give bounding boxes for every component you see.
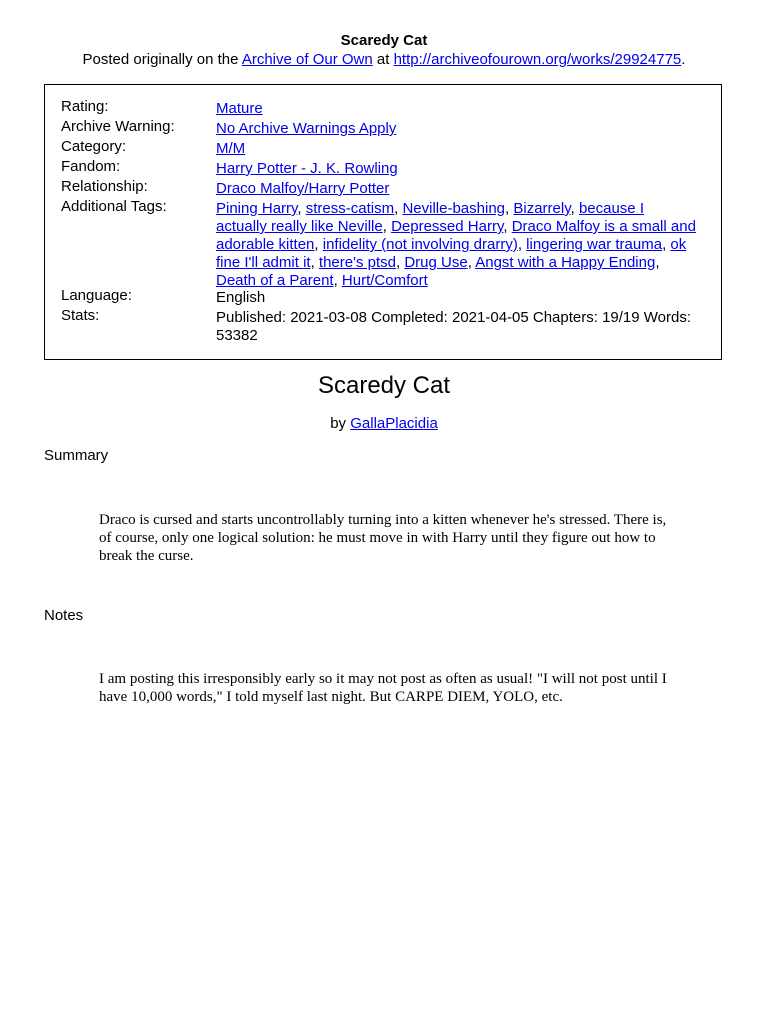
tag-link[interactable]: Pining Harry	[216, 200, 298, 217]
rating-link[interactable]: Mature	[216, 100, 263, 117]
additional-tags-label: Additional Tags:	[61, 198, 167, 215]
work-title: Scaredy Cat	[317, 372, 451, 399]
work-metadata-box	[44, 84, 722, 360]
stats-label: Stats:	[61, 307, 100, 324]
tag-link[interactable]: Depressed Harry	[391, 218, 504, 235]
warning-label: Archive Warning:	[61, 118, 175, 135]
document-header	[0, 31, 768, 70]
relationship-label: Relationship:	[61, 178, 148, 195]
language-label: Language:	[61, 287, 132, 304]
at-text: at	[376, 51, 390, 68]
tag-link[interactable]: stress-catism	[305, 200, 395, 217]
summary-heading: Summary	[44, 447, 109, 464]
tag-link[interactable]: because I actually really like Neville	[216, 200, 644, 235]
tag-link[interactable]: Hurt/Comfort	[341, 272, 428, 289]
posted-prefix: Posted originally on the	[82, 51, 239, 68]
fandom-link[interactable]: Harry Potter - J. K. Rowling	[216, 160, 398, 177]
tag-link[interactable]: there's ptsd	[318, 254, 396, 271]
relationship-link[interactable]: Draco Malfoy/Harry Potter	[216, 180, 390, 197]
tag-link[interactable]: Draco Malfoy is a small and adorable kitten	[216, 218, 696, 253]
archive-of-our-own-link[interactable]: Archive of Our Own	[241, 51, 373, 68]
author-link[interactable]: GallaPlacidia	[350, 415, 438, 432]
tag-link[interactable]: ok fine I'll admit it	[216, 236, 687, 271]
tag-link[interactable]: Angst with a Happy Ending	[475, 254, 656, 271]
rating-label: Rating:	[61, 98, 109, 115]
tag-link[interactable]: Bizarrely	[513, 200, 571, 217]
notes-text: I am posting this irresponsibly early so it may not post as often as usual! "I will not post until I have 10,000 words," I told myself last night. But CARPE DIEM, YOLO, etc.	[99, 671, 667, 705]
tag-link[interactable]: Death of a Parent	[216, 272, 334, 289]
category-link[interactable]: M/M	[216, 140, 246, 157]
period-text: .	[681, 51, 686, 68]
additional-tags-list: Pining Harry, stress-catism, Neville-bashing, Bizarrely, because I actually really like Neville, Depressed Harry, Draco Malfoy is a small and adorable kitten, infidelity (not involving drarry), lingering war trauma, ok fine I'll admit it, there's ptsd, Drug Use, Angst with a Happy Ending, Death of a Parent, Hurt/Comfort	[216, 200, 696, 289]
tag-link[interactable]: Neville-bashing	[402, 200, 506, 217]
tag-link[interactable]: Drug Use	[404, 254, 468, 271]
by-text: by	[330, 415, 347, 432]
work-url-link[interactable]: http://archiveofourown.org/works/29924775	[393, 51, 682, 68]
byline	[0, 414, 768, 434]
document-title: Scaredy Cat	[340, 32, 428, 49]
tag-link[interactable]: infidelity (not involving drarry)	[322, 236, 518, 253]
category-label: Category:	[61, 138, 127, 155]
notes-heading: Notes	[44, 607, 84, 624]
language-value: English	[216, 289, 266, 306]
posted-originally-line	[0, 50, 768, 70]
tag-link[interactable]: lingering war trauma	[526, 236, 663, 253]
stats-value: Published: 2021-03-08 Completed: 2021-04-05 Chapters: 19/19 Words: 53382	[216, 309, 692, 344]
fandom-label: Fandom:	[61, 158, 121, 175]
warning-link[interactable]: No Archive Warnings Apply	[216, 120, 397, 137]
summary-text: Draco is cursed and starts uncontrollably turning into a kitten whenever he's stressed. There is, of course, only one logical solution: he must move in with Harry until they figure out how to break the curse.	[99, 512, 667, 564]
